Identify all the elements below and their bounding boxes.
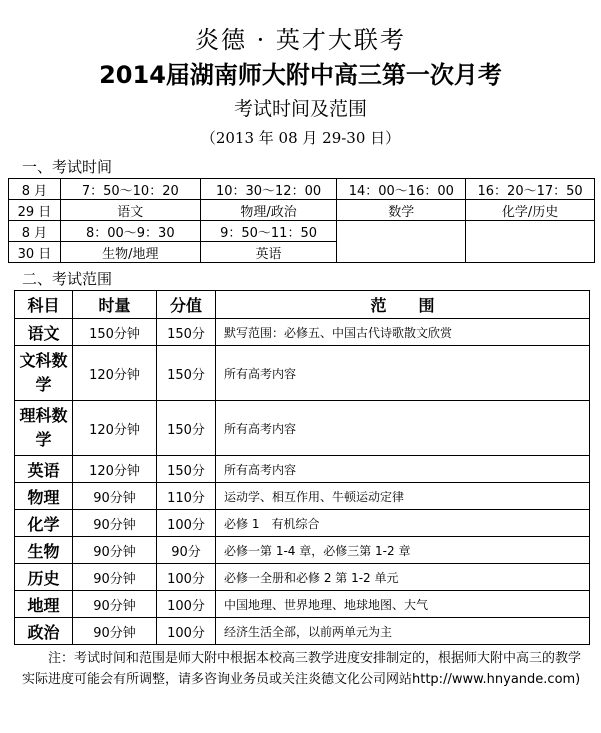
empty-cell [466,221,595,263]
range-cell: 必修一全册和必修 2 第 1-2 单元 [216,564,590,591]
table-row [15,456,590,483]
subject-cell: 化学 [15,510,73,537]
subject-cell: 物理/政治 [200,200,337,221]
range-cell: 所有高考内容 [216,401,590,456]
score-cell: 110分 [157,483,216,510]
exam-date: （2013 年 08 月 29-30 日） [200,129,401,147]
column-header: 范 围 [216,291,590,319]
time-cell: 120分钟 [73,401,157,456]
subject-cell: 语文 [60,200,200,221]
column-header: 分值 [157,291,216,319]
page-title: 2014届湖南师大附中高三第一次月考 [99,61,502,89]
range-cell: 运动学、相互作用、牛顿运动定律 [216,483,590,510]
subject-cell: 政治 [15,618,73,645]
score-cell: 150分 [157,346,216,401]
table-row [15,346,590,401]
table-row [15,537,590,564]
time-cell: 120分钟 [73,456,157,483]
time-cell: 120分钟 [73,346,157,401]
score-cell: 100分 [157,618,216,645]
subject-cell: 英语 [200,242,337,263]
subject-cell: 英语 [15,456,73,483]
date-cell: 30 日 [9,242,61,263]
subject-cell: 化学/历史 [466,200,595,221]
date-cell: 8 月 [9,179,61,200]
table-row [15,591,590,618]
scope-table [14,290,590,645]
footnote: 注：考试时间和范围是师大附中根据本校高三教学进度安排制定的，根据师大附中高三的教学实际进度可能会有所调整，请多咨询业务员或关注炎德文化公司网站http://www.hnyande.com) [22,651,582,687]
range-cell: 中国地理、世界地理、地球地图、大气 [216,591,590,618]
table-row [15,319,590,346]
range-cell: 必修一第 1-4 章，必修三第 1-2 章 [216,537,590,564]
date-cell: 29 日 [9,200,61,221]
subject-cell: 文科数学 [15,346,73,401]
score-cell: 100分 [157,510,216,537]
schedule-heading: 一、考试时间 [22,158,113,176]
score-cell: 90分 [157,537,216,564]
subject-cell: 地理 [15,591,73,618]
score-cell: 150分 [157,456,216,483]
table-row [15,401,590,456]
subject-cell: 物理 [15,483,73,510]
subject-cell: 历史 [15,564,73,591]
time-cell: 9：50～11：50 [200,221,337,242]
range-cell: 经济生活全部，以前两单元为主 [216,618,590,645]
time-cell: 90分钟 [73,564,157,591]
score-cell: 100分 [157,564,216,591]
time-cell: 150分钟 [73,319,157,346]
range-cell: 所有高考内容 [216,456,590,483]
score-cell: 150分 [157,401,216,456]
subject-cell: 生物/地理 [60,242,200,263]
range-cell: 所有高考内容 [216,346,590,401]
time-cell: 90分钟 [73,483,157,510]
score-cell: 150分 [157,319,216,346]
range-cell: 必修 1 有机综合 [216,510,590,537]
table-row [15,618,590,645]
organizer-title: 炎德 · 英才大联考 [195,26,406,54]
score-cell: 100分 [157,591,216,618]
column-header: 科目 [15,291,73,319]
time-cell: 90分钟 [73,537,157,564]
time-cell: 16：20～17：50 [466,179,595,200]
table-row [15,564,590,591]
time-cell: 90分钟 [73,618,157,645]
time-cell: 90分钟 [73,591,157,618]
range-cell: 默写范围：必修五、中国古代诗歌散文欣赏 [216,319,590,346]
empty-cell [337,221,466,263]
time-cell: 7：50～10：20 [60,179,200,200]
table-row [15,483,590,510]
schedule-table [8,178,595,263]
scope-heading: 二、考试范围 [22,270,113,288]
subject-cell: 语文 [15,319,73,346]
time-cell: 14：00～16：00 [337,179,466,200]
column-header: 时量 [73,291,157,319]
subject-cell: 生物 [15,537,73,564]
subtitle: 考试时间及范围 [233,98,367,120]
time-cell: 8：00～9：30 [60,221,200,242]
time-cell: 10：30～12：00 [200,179,337,200]
date-cell: 8 月 [9,221,61,242]
subject-cell: 数学 [337,200,466,221]
time-cell: 90分钟 [73,510,157,537]
subject-cell: 理科数学 [15,401,73,456]
table-row [15,510,590,537]
